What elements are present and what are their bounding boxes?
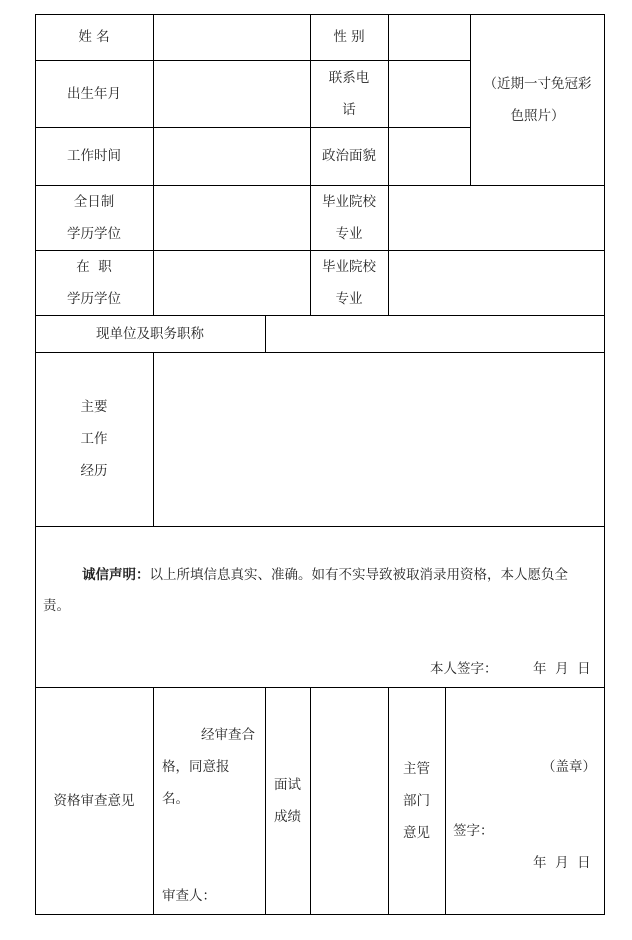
worktime-label-text: 工作时间 bbox=[67, 148, 121, 164]
fulltime-school-field[interactable] bbox=[388, 185, 605, 250]
unit-title-label-text: 现单位及职务职称 bbox=[96, 325, 204, 342]
review-text-line3: 名。 bbox=[162, 791, 189, 807]
name-field[interactable] bbox=[153, 14, 310, 60]
col-divider bbox=[153, 687, 154, 915]
declaration-text: 以上所填信息真实、准确。如有不实导致被取消录用资格，本人愿负全 bbox=[149, 567, 568, 583]
fulltime-degree-label bbox=[35, 185, 153, 250]
dept-line1: 主管 bbox=[403, 761, 430, 777]
row-divider bbox=[35, 526, 605, 527]
unit-title-field[interactable] bbox=[265, 315, 605, 352]
dept-opinion-label bbox=[388, 687, 445, 915]
grad-school-label: 毕业院校 bbox=[322, 193, 376, 210]
inservice-school-label bbox=[310, 250, 388, 315]
experience-line1: 主要 bbox=[80, 399, 108, 415]
experience-line3: 经历 bbox=[80, 463, 108, 479]
seal-label: （盖章） bbox=[542, 759, 596, 775]
name-label-text: 姓 名 bbox=[78, 29, 110, 45]
review-text-line2: 格，同意报 bbox=[162, 759, 230, 775]
experience-line2: 工作 bbox=[80, 431, 108, 447]
review-label-text: 资格审查意见 bbox=[53, 793, 135, 809]
political-label bbox=[310, 127, 388, 185]
dept-sign-label: 签字： bbox=[453, 823, 494, 839]
fulltime-line2: 学历学位 bbox=[67, 225, 121, 242]
dept-line2: 部门 bbox=[403, 793, 430, 809]
interview-score-field[interactable] bbox=[310, 687, 388, 915]
inservice-school-field[interactable] bbox=[388, 250, 605, 315]
unit-title-label bbox=[35, 315, 265, 352]
political-label-text: 政治面貌 bbox=[322, 148, 376, 164]
fulltime-line1: 全日制 bbox=[73, 193, 115, 210]
grad-school-label-2: 毕业院校 bbox=[322, 258, 376, 275]
dept-line3: 意见 bbox=[403, 825, 430, 841]
photo-hint-line2: 色照片） bbox=[510, 107, 565, 124]
inservice-line1: 在 职 bbox=[76, 258, 112, 275]
name-label bbox=[35, 14, 153, 60]
self-date-label: 年 月 日 bbox=[533, 661, 591, 677]
fulltime-degree-field[interactable] bbox=[153, 185, 310, 250]
dept-date-label: 年 月 日 bbox=[533, 855, 591, 871]
declaration-line2: 责。 bbox=[43, 598, 70, 614]
self-signature-label: 本人签字： bbox=[430, 661, 498, 677]
reviewer-label: 审查人： bbox=[162, 888, 216, 904]
photo-hint-line1: （近期一寸免冠彩 bbox=[483, 75, 592, 92]
experience-field[interactable] bbox=[153, 352, 605, 526]
worktime-field[interactable] bbox=[153, 127, 310, 185]
phone-label-line2: 话 bbox=[342, 101, 356, 118]
major-label: 专业 bbox=[335, 225, 363, 242]
gender-label bbox=[310, 14, 388, 60]
col-divider bbox=[445, 687, 446, 915]
experience-label bbox=[35, 352, 153, 526]
phone-label bbox=[310, 60, 388, 127]
gender-label-text: 性 别 bbox=[333, 29, 365, 45]
declaration-title: 诚信声明： bbox=[82, 567, 150, 583]
worktime-label bbox=[35, 127, 153, 185]
gender-field[interactable] bbox=[388, 14, 470, 60]
interview-score-label bbox=[265, 687, 310, 915]
interview-line1: 面试 bbox=[274, 777, 301, 793]
interview-line2: 成绩 bbox=[274, 809, 301, 825]
phone-field[interactable] bbox=[388, 60, 470, 127]
review-text-line1: 经审查合 bbox=[201, 727, 255, 743]
birth-field[interactable] bbox=[153, 60, 310, 127]
declaration-line1 bbox=[82, 559, 568, 591]
inservice-line2: 学历学位 bbox=[67, 290, 121, 307]
photo-area[interactable] bbox=[470, 14, 605, 185]
inservice-degree-field[interactable] bbox=[153, 250, 310, 315]
major-label-2: 专业 bbox=[335, 290, 363, 307]
political-field[interactable] bbox=[388, 127, 470, 185]
fulltime-school-label bbox=[310, 185, 388, 250]
birth-label-text: 出生年月 bbox=[67, 85, 121, 102]
inservice-degree-label bbox=[35, 250, 153, 315]
birth-label bbox=[35, 60, 153, 127]
phone-label-line1: 联系电 bbox=[328, 69, 370, 86]
review-label bbox=[35, 687, 153, 915]
